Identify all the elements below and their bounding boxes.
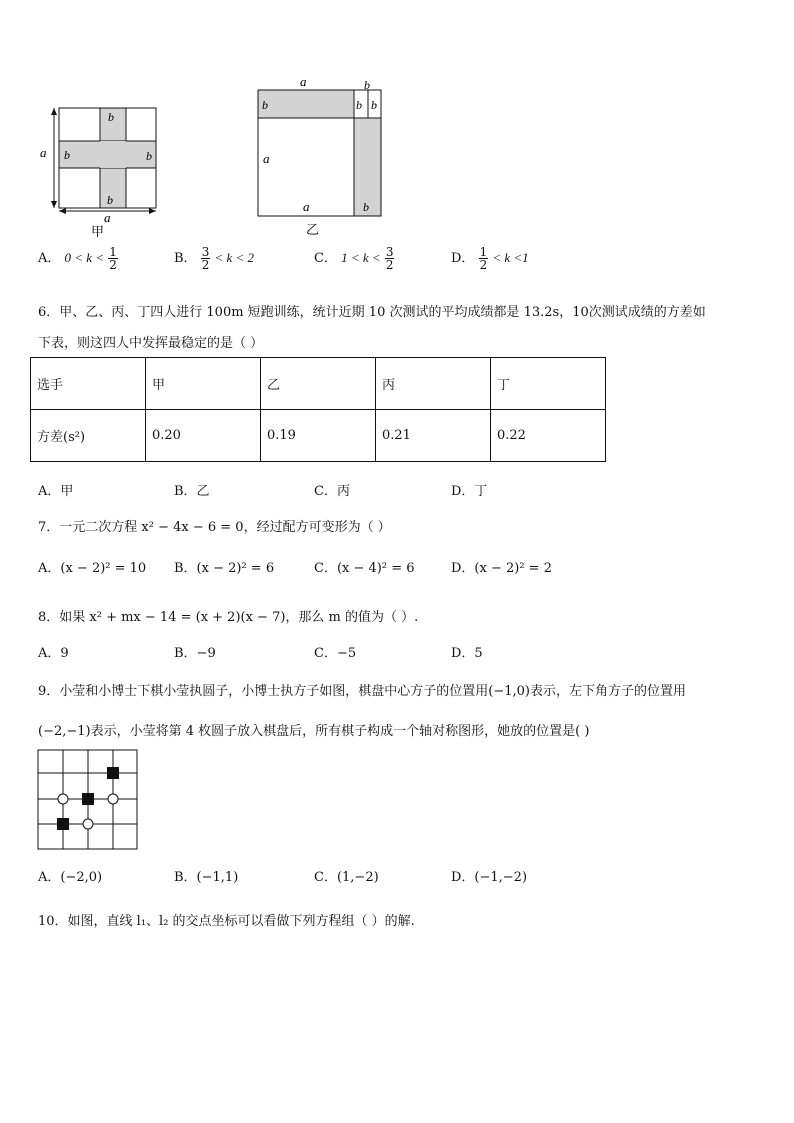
circle-piece (58, 794, 68, 804)
q5-c-fraction: $\frac{3}{2}$ (385, 245, 394, 272)
circle-piece (108, 794, 118, 804)
jia-label-b-left: b (64, 148, 70, 162)
q8-option-b[interactable]: B．−9 (174, 646, 216, 661)
jia-caption: 甲 (91, 224, 105, 239)
table-cell: 乙 (261, 358, 376, 410)
variance-table (30, 357, 606, 462)
jia-label-a-left: a (40, 145, 47, 160)
q8-stem: 8．如果 x² + mx − 14 = (x + 2)(x − 7)，那么 m 的值为（ ）. (38, 610, 419, 625)
q6-option-c[interactable]: C．丙 (314, 484, 350, 499)
jia-label-b-right: b (146, 149, 152, 163)
jia-label-b-top: b (108, 110, 114, 124)
q7-option-c[interactable]: C．(x − 4)² = 6 (314, 561, 415, 576)
q6-option-d[interactable]: D．丁 (451, 484, 488, 499)
q5-option-a[interactable]: A． 0 < k < $\frac{1}{2}$ (38, 245, 117, 272)
table-cell: 方差(s²) (31, 410, 146, 462)
q5-d-fraction: $\frac{1}{2}$ (479, 245, 488, 272)
table-cell: 丁 (491, 358, 606, 410)
q5-b-fraction: $\frac{3}{2}$ (201, 245, 210, 272)
table-cell: 0.22 (491, 410, 606, 462)
square-piece (107, 767, 119, 779)
q9-option-a[interactable]: A．(−2,0) (38, 870, 103, 885)
q8-option-c[interactable]: C．−5 (314, 646, 357, 661)
yi-label-a-bottom: a (303, 199, 310, 214)
jia-label-b-bottom: b (107, 193, 113, 207)
yi-label-b-left: b (262, 98, 268, 112)
q6-stem-line1: 6．甲、乙、丙、丁四人进行 100m 短跑训练，统计近期 10 次测试的平均成绩都是 13.2s，10次测试成绩的方差如 (38, 305, 706, 320)
square-piece (82, 793, 94, 805)
q9-stem-line1: 9．小莹和小博士下棋小莹执圆子，小博士执方子如图，棋盘中心方子的位置用(−1,0)表示，左下角方子的位置用 (38, 684, 686, 699)
q5-option-d[interactable]: D． $\frac{1}{2}$ < k <1 (451, 245, 529, 272)
table-cell: 选手 (31, 358, 146, 410)
jia-label-a-bottom: a (104, 210, 111, 225)
q7-option-d[interactable]: D．(x − 2)² = 2 (451, 561, 552, 576)
yi-label-b-bottom: b (363, 200, 369, 214)
go-board-figure (37, 749, 139, 851)
table-cell: 0.20 (146, 410, 261, 462)
yi-label-a-left: a (263, 151, 270, 166)
q5-a-fraction: $\frac{1}{2}$ (109, 245, 117, 272)
q8-option-a[interactable]: A．9 (38, 646, 69, 661)
q9-option-c[interactable]: C．(1,−2) (314, 870, 379, 885)
q7-option-b[interactable]: B．(x − 2)² = 6 (174, 561, 275, 576)
yi-caption: 乙 (306, 222, 320, 237)
q9-stem-line2: (−2,−1)表示，小莹将第 4 枚圆子放入棋盘后，所有棋子构成一个轴对称图形，她放的位置是( ) (38, 724, 590, 739)
table-row (31, 410, 606, 462)
yi-label-b-sq1: b (356, 98, 362, 112)
q9-option-d[interactable]: D．(−1,−2) (451, 870, 528, 885)
q5-option-b[interactable]: B． $\frac{3}{2}$ < k < 2 (174, 245, 255, 272)
table-cell: 0.21 (376, 410, 491, 462)
yi-label-b-top: b (364, 78, 370, 92)
table-cell: 0.19 (261, 410, 376, 462)
q7-option-a[interactable]: A．(x − 2)² = 10 (38, 561, 147, 576)
q6-stem-line2: 下表，则这四人中发挥最稳定的是（ ） (38, 336, 264, 351)
table-header-row (31, 358, 606, 410)
q6-option-b[interactable]: B．乙 (174, 484, 210, 499)
q7-stem: 7．一元二次方程 x² − 4x − 6 = 0，经过配方可变形为（ ） (38, 520, 391, 535)
yi-label-a-top: a (300, 74, 307, 89)
q8-option-d[interactable]: D．5 (451, 646, 483, 661)
figure-yi (250, 74, 390, 239)
square-piece (57, 818, 69, 830)
table-cell: 甲 (146, 358, 261, 410)
circle-piece (83, 819, 93, 829)
q10-stem: 10．如图，直线 l₁、l₂ 的交点坐标可以看做下列方程组（ ）的解. (38, 914, 415, 929)
table-cell: 丙 (376, 358, 491, 410)
q9-option-b[interactable]: B．(−1,1) (174, 870, 239, 885)
q6-option-a[interactable]: A．甲 (38, 484, 74, 499)
q5-option-c[interactable]: C． 1 < k < $\frac{3}{2}$ (314, 245, 394, 272)
figure-jia (36, 100, 166, 240)
yi-label-b-sq2: b (371, 98, 377, 112)
